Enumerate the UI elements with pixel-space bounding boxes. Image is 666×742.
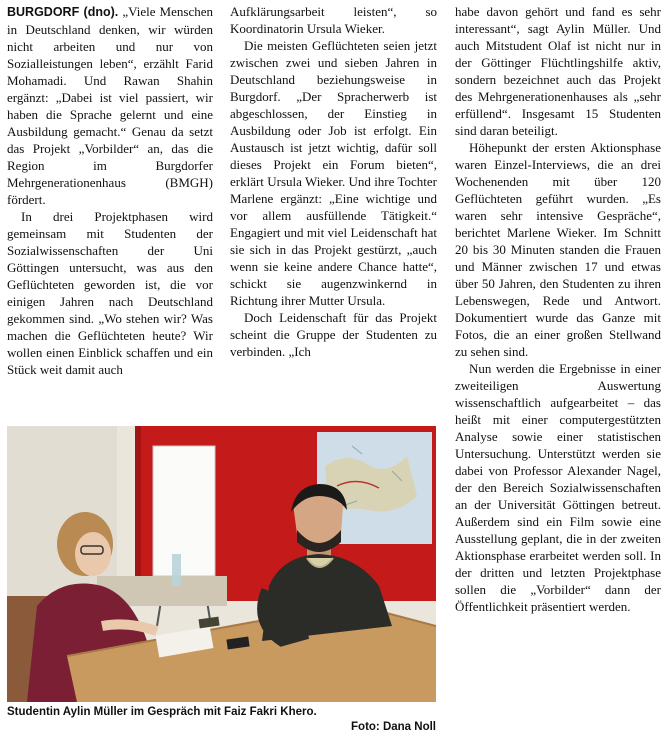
paragraph-text: „Viele Menschen in Deutschland denken, wir würden nicht arbeiten und nur von Sozialleistungen leben“, erzählt Farid Mohamadi. Und Rawan Shahin ergänzt: „Dabei ist viel passiert, wir haben die Sprache gelernt und eine Ausbildung gemacht.“ Genau da setzt das Projekt „Vorbilder“ an, das die Region im Burgdorfer Mehrgenerationenhaus (BMGH) fördert. [7,4,213,207]
photo-caption: Studentin Aylin Müller im Gespräch mit Faiz Fakri Khero. [7,706,317,718]
article-photo [7,426,436,702]
paragraph: In drei Projektphasen wird gemeinsam mit Studenten der Sozialwissenschaften der Uni Göttingen untersucht, was aus den Geflüchteten geworden ist, die vor einigen Jahren nach Deutschland gekommen sind. „Wo stehen wir? Was machen die Geflüchteten heute? Wir wollen einen Einblick schaffen und ein Stück weit damit auch [7,209,213,377]
paragraph: habe davon gehört und fand es sehr interessant“, sagt Aylin Müller. Und auch Mitstudent Olaf ist nicht nur in der Göttinger Flüchtlingshilfe aktiv, sondern bezeichnet auch das Projekt des Mehrgenerationenhauses als „sehr erfüllend“. Insgesamt 15 Studenten sind daran beteiligt. [455,4,661,138]
article-column-2 [230,3,437,423]
photo-illustration [7,426,436,702]
dateline: BURGDORF (dno). [7,5,119,19]
paragraph [7,3,213,208]
paragraph: Höhepunkt der ersten Aktionsphase waren Einzel-Interviews, die an drei Wochenenden mit über 120 Geflüchteten geführt wurden. „Es waren sehr intensive Gespräche“, berichtet Marlene Wieker. Im Schnitt 20 bis 30 Minuten standen die Frauen und Männer zwischen 17 und etwas über 50 Jahren, den Studenten zu ihren Lebenswegen, Rede und Antwort. Dokumentiert wurde das Ganze mit Fotos, die an einer großen Stellwand zu sehen sind. [455,140,661,359]
article-column-3 [455,3,661,739]
paragraph: Aufklärungsarbeit leisten“, so Koordinatorin Ursula Wieker. [230,4,437,36]
paragraph: Nun werden die Ergebnisse in einer zweiteiligen Auswertung wissenschaftlich aufgearbeitet – das heißt mit einer computergestützten Analyse sowie einer statistischen Untersuchung. Unterstützt werden sie dabei von Professor Alexander Nagel, der den Bereich Sozialwissenschaften an der Universität Göttingen betreut. Außerdem sind ein Film sowie eine Ausstellung geplant, die in der zweiten Aktionsphase erarbeitet werden soll. In der dritten und letzten Projektphase sollen die „Vorbilder“ dann der Öffentlichkeit präsentiert werden. [455,361,661,614]
paragraph: Die meisten Geflüchteten seien jetzt zwischen zwei und sieben Jahren in Deutschland beziehungsweise in Burgdorf. „Der Spracherwerb ist abgeschlossen, der Einstieg in Ausbildung oder Job ist erfolgt. Ein Austausch ist jetzt wichtig, dafür soll dieses Projekt ein Forum bieten“, erklärt Ursula Wieker. Und ihre Tochter Marlene ergänzt: „Eine wichtige und vor allem ausfüllende Tätigkeit.“ Engagiert und mit viel Leidenschaft hat sie sich in das Projekt gestürzt, „auch wenn sie keine andere Chance hatte“, schickt sie augenzwinkernd in Richtung ihrer Mutter Ursula. [230,38,437,308]
photo-credit: Foto: Dana Noll [351,721,436,733]
paragraph: Doch Leidenschaft für das Projekt scheint die Gruppe der Studenten zu verbinden. „Ich [230,310,437,359]
article-column-1 [7,3,213,423]
